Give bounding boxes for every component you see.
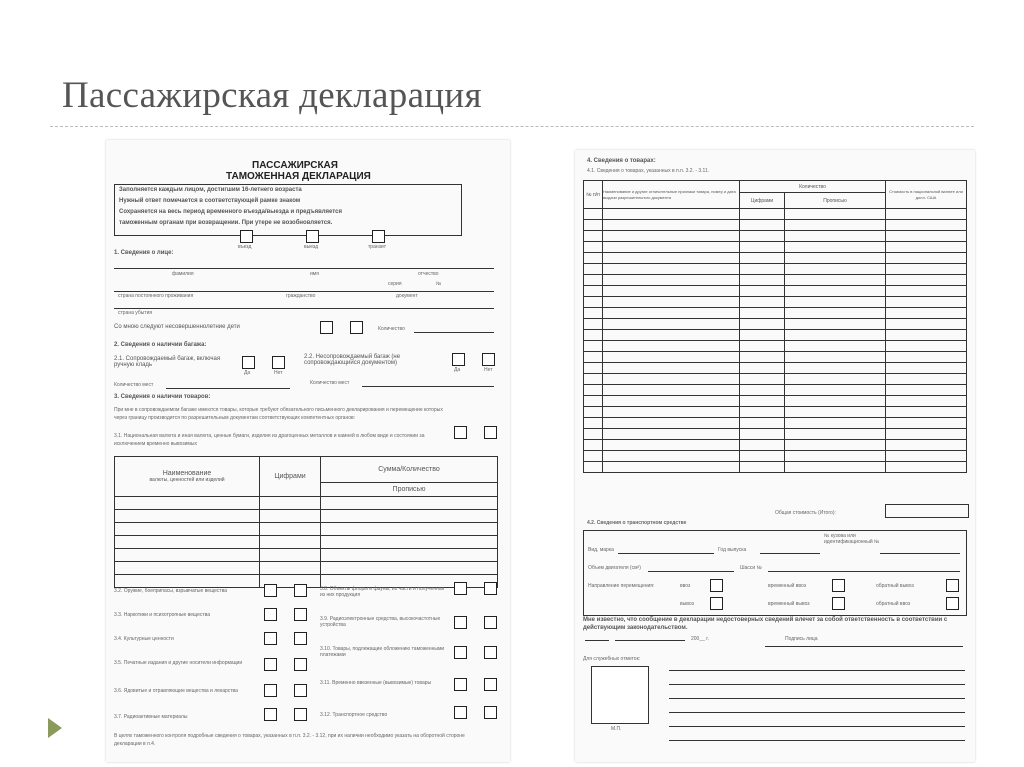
no-label: Нет [484, 367, 493, 373]
dutiable-yes-checkbox[interactable] [454, 646, 467, 659]
exit-label: выезд [304, 244, 319, 250]
goods-item: 3.8. Объекты флоры и фауны, их части и полученная из них продукция [320, 586, 445, 598]
engine-volume-label: Объем двигателя (см³) [588, 565, 641, 571]
direction-label: Направление перемещения: [588, 583, 655, 589]
official-line[interactable] [669, 712, 965, 713]
goods-rows [583, 208, 967, 473]
form-title-line2: ТАМОЖЕННАЯ ДЕКЛАРАЦИЯ [226, 171, 371, 182]
total-value-field[interactable] [885, 504, 969, 518]
country-residence-label: страна постоянного проживания [118, 293, 194, 299]
table-row[interactable] [584, 462, 967, 473]
places-label-2: Количество мест [310, 380, 350, 386]
reimport-checkbox[interactable] [946, 597, 959, 610]
surname-label: фамилия [172, 271, 194, 277]
th-digits: Цифрами [274, 473, 306, 480]
import-checkbox[interactable] [710, 579, 723, 592]
children-label: Со мною следуют несовершеннолетние дети [114, 324, 240, 330]
instruction-line: таможенным органам при возвращении. При утере не возобновляется. [119, 220, 333, 226]
vehicle-model-line[interactable] [618, 553, 714, 554]
section3-text: При мне в сопровождаемом багаже имеются товары, которые требуют обязательного письменного декларирования и перемещение которых через границу производится по разрешительным документам соответствующих компетентных органов: [114, 407, 443, 421]
direction-reexport-label: обратный вывоз [876, 583, 914, 589]
goods-item: 3.3. Наркотики и психотропные вещества [114, 612, 211, 618]
goods-item: 3.9. Радиоэлектронные средства, высокочастотные устройства [320, 616, 441, 628]
culture-yes-checkbox[interactable] [264, 632, 277, 645]
table-row[interactable] [584, 275, 967, 286]
goods-item: 3.4. Культурные ценности [114, 636, 174, 642]
table-row[interactable] [584, 418, 967, 429]
direction-reimport-label: обратный ввоз [876, 601, 911, 607]
drugs-no-checkbox[interactable] [294, 608, 307, 621]
series-label: серия [388, 281, 402, 287]
total-label: Общая стоимость (Итого): [775, 510, 836, 516]
table-row[interactable] [584, 220, 967, 231]
stamp-box [591, 666, 649, 724]
official-line[interactable] [669, 698, 965, 699]
yes-label: Да [244, 370, 251, 376]
accompanied-baggage-label: 2.1. Сопровождаемый багаж, включая ручную кладь [114, 356, 221, 368]
table-row[interactable] [584, 341, 967, 352]
citizenship-label: гражданство [286, 293, 316, 299]
drugs-yes-checkbox[interactable] [264, 608, 277, 621]
table-row[interactable] [115, 562, 498, 575]
country-line[interactable] [114, 308, 494, 309]
table-row[interactable] [584, 253, 967, 264]
direction-import-label: ввоз [680, 583, 691, 589]
th-num: № п/п [584, 181, 603, 209]
flora-yes-checkbox[interactable] [454, 582, 467, 595]
official-line[interactable] [669, 670, 965, 671]
accompanied-yes-checkbox[interactable] [242, 356, 255, 369]
poison-no-checkbox[interactable] [294, 684, 307, 697]
weapons-no-checkbox[interactable] [294, 584, 307, 597]
temporary-no-checkbox[interactable] [484, 678, 497, 691]
table-row[interactable] [584, 385, 967, 396]
table-row[interactable] [584, 297, 967, 308]
patronymic-label: отчество [418, 271, 439, 277]
signature-line[interactable] [765, 646, 963, 647]
section2-title: 2. Сведения о наличии багажа: [114, 342, 207, 348]
vehicle-box [583, 530, 967, 616]
print-yes-checkbox[interactable] [264, 658, 277, 671]
section4-title: 4. Сведения о товарах: [587, 158, 656, 164]
date-day-line[interactable] [585, 640, 609, 641]
signature-label: Подпись лица [785, 636, 818, 642]
goods-item: 3.7. Радиоактивные материалы [114, 714, 188, 720]
exit-checkbox[interactable] [306, 230, 319, 243]
vehicle-model-label: Вид, марка [588, 547, 614, 553]
name-line[interactable] [114, 268, 494, 269]
goods-table [583, 180, 967, 209]
declaration-front-page [106, 140, 510, 762]
table-row[interactable] [584, 264, 967, 275]
number-label: № [436, 281, 442, 287]
direction-export-label: вывоз [680, 601, 694, 607]
weapons-yes-checkbox[interactable] [264, 584, 277, 597]
table-row[interactable] [584, 209, 967, 220]
chassis-label: Шасси № [740, 565, 762, 571]
declaration-back-page [575, 150, 975, 762]
vehicle-no-checkbox[interactable] [484, 706, 497, 719]
radio-no-checkbox[interactable] [484, 616, 497, 629]
radioactive-yes-checkbox[interactable] [264, 708, 277, 721]
official-marks-label: Для служебных отметок: [583, 656, 641, 662]
entry-checkbox[interactable] [240, 230, 253, 243]
accompanied-no-checkbox[interactable] [272, 356, 285, 369]
print-no-checkbox[interactable] [294, 658, 307, 671]
table-row[interactable] [584, 440, 967, 451]
table-row[interactable] [115, 510, 498, 523]
th-words: Прописью [392, 486, 426, 493]
official-line[interactable] [669, 684, 965, 685]
currency-label: 3.1. Национальная валюта и иная валюта, ценные бумаги, изделия из драгоценных металлов и камней в любом виде и состоянии за исключением временно вывозимых [114, 433, 425, 447]
liability-warning: Мне известно, что сообщение в декларации недостоверных сведений влечет за собой ответственность в соответствии с действующим законодательством. [583, 617, 948, 631]
entry-label: въезд [238, 244, 252, 250]
culture-no-checkbox[interactable] [294, 632, 307, 645]
goods-item: 3.10. Товары, подлежащие обложению таможенными платежами [320, 646, 445, 658]
temp-import-checkbox[interactable] [832, 579, 845, 592]
th-sum: Сумма/Количество [378, 466, 440, 473]
document-label: документ [396, 293, 418, 299]
currency-yes-checkbox[interactable] [454, 426, 467, 439]
table-row[interactable] [584, 396, 967, 407]
th-qty-digits: Цифрами [740, 193, 785, 209]
goods-item: 3.11. Временно ввезенные (вывозимые) товары [320, 680, 432, 686]
table-row[interactable] [584, 374, 967, 385]
temporary-yes-checkbox[interactable] [454, 678, 467, 691]
instruction-line: Нужный ответ помечается в соответствующей рамке знаком [119, 198, 301, 204]
currency-table [114, 456, 498, 588]
table-row[interactable] [584, 319, 967, 330]
table-row[interactable] [584, 429, 967, 440]
places-line[interactable] [166, 388, 290, 389]
table-row[interactable] [584, 451, 967, 462]
transit-checkbox[interactable] [372, 230, 385, 243]
bullet-arrow-icon [48, 718, 62, 738]
poison-yes-checkbox[interactable] [264, 684, 277, 697]
no-label: Нет [274, 370, 283, 376]
section3-title: 3. Сведения о наличии товаров: [114, 394, 211, 400]
unaccompanied-yes-checkbox[interactable] [452, 353, 465, 366]
reexport-checkbox[interactable] [946, 579, 959, 592]
departure-country-label: страна убытия [118, 310, 153, 316]
official-line[interactable] [669, 726, 965, 727]
unaccompanied-baggage-label: 2.2. Несопровождаемый багаж (не сопровождающийся документом) [304, 354, 401, 366]
th-goods-name: Наименование и другие отличительные признаки товара, номер и дата выдачи разрешительного документа [603, 181, 740, 209]
goods-item: 3.12. Транспортное средство [320, 712, 388, 718]
yes-label: Да [454, 367, 461, 373]
goods-item: 3.2. Оружие, боеприпасы, взрывчатые вещества [114, 588, 228, 594]
vehicle-year-label: Год выпуска [718, 547, 747, 553]
vehicle-body-line[interactable] [880, 553, 960, 554]
firstname-label: имя [310, 271, 319, 277]
date-year-label: 200__ г. [691, 636, 709, 642]
table-row[interactable] [584, 352, 967, 363]
transit-label: транзит [368, 244, 386, 250]
unaccompanied-no-checkbox[interactable] [482, 353, 495, 366]
table-row[interactable] [115, 536, 498, 549]
instruction-line: Сохраняется на весь период временного въезда/выезда и предъявляется [119, 209, 343, 215]
section41-title: 4.1. Сведения о товарах, указанных в п.п. 3.2. - 3.11. [587, 168, 710, 174]
goods-item: 3.5. Печатные издания и другие носители информации [114, 660, 243, 666]
currency-no-checkbox[interactable] [484, 426, 497, 439]
table-row[interactable] [115, 523, 498, 536]
places-line-2[interactable] [362, 386, 494, 387]
vehicle-year-line[interactable] [760, 553, 820, 554]
table-row[interactable] [584, 231, 967, 242]
table-row[interactable] [115, 549, 498, 562]
table-row[interactable] [115, 497, 498, 510]
section42-title: 4.2. Сведения о транспортном средстве [587, 520, 687, 526]
engine-volume-line[interactable] [648, 571, 734, 572]
places-label: Количество мест [114, 382, 154, 388]
stamp-label: М.П. [611, 726, 622, 732]
goods-item: 3.6. Ядовитые и отравляющие вещества и лекарства [114, 688, 238, 694]
vehicle-yes-checkbox[interactable] [454, 706, 467, 719]
instruction-line: Заполняется каждым лицом, достигшим 16-летнего возраста [119, 187, 302, 193]
table-row[interactable] [584, 308, 967, 319]
table-row[interactable] [584, 407, 967, 418]
goods-table-body [583, 208, 967, 473]
date-month-line[interactable] [615, 640, 685, 641]
temp-export-checkbox[interactable] [832, 597, 845, 610]
instructions-box [114, 184, 462, 236]
table-row[interactable] [584, 286, 967, 297]
th-value: Стоимость в национальной валюте или долл. США [886, 181, 967, 209]
title-divider [50, 126, 974, 127]
section1-title: 1. Сведения о лице: [114, 250, 174, 256]
table-row[interactable] [584, 242, 967, 253]
children-yes-checkbox[interactable] [320, 321, 333, 334]
table-row[interactable] [584, 330, 967, 341]
th-name-sub: валюты, ценностей или изделий [149, 477, 225, 483]
th-qty: Количество [740, 181, 886, 193]
table-row[interactable] [584, 363, 967, 374]
children-quantity-label: Количество [378, 326, 405, 332]
children-quantity-line[interactable] [414, 332, 494, 333]
th-qty-words: Прописью [785, 193, 886, 209]
flora-no-checkbox[interactable] [484, 582, 497, 595]
children-no-checkbox[interactable] [350, 321, 363, 334]
vehicle-body-label: № кузова или идентификационный № [824, 533, 880, 545]
radioactive-no-checkbox[interactable] [294, 708, 307, 721]
dutiable-no-checkbox[interactable] [484, 646, 497, 659]
chassis-line[interactable] [768, 571, 960, 572]
footnote: В целях таможенного контроля подробные сведения о товарах, указанных в п.п. 3.2. - 3.12, при их наличии необходимо указать на оборотной стороне декларации в п.4. [114, 733, 465, 747]
official-line[interactable] [669, 740, 965, 741]
form-title-line1: ПАССАЖИРСКАЯ [252, 160, 338, 171]
radio-yes-checkbox[interactable] [454, 616, 467, 629]
slide-title: Пассажирская декларация [62, 75, 482, 116]
direction-temp-import-label: временный ввоз [768, 583, 807, 589]
direction-temp-export-label: временный вывоз [768, 601, 810, 607]
th-name: Наименование [162, 470, 212, 477]
export-checkbox[interactable] [710, 597, 723, 610]
passport-line[interactable] [114, 291, 494, 292]
